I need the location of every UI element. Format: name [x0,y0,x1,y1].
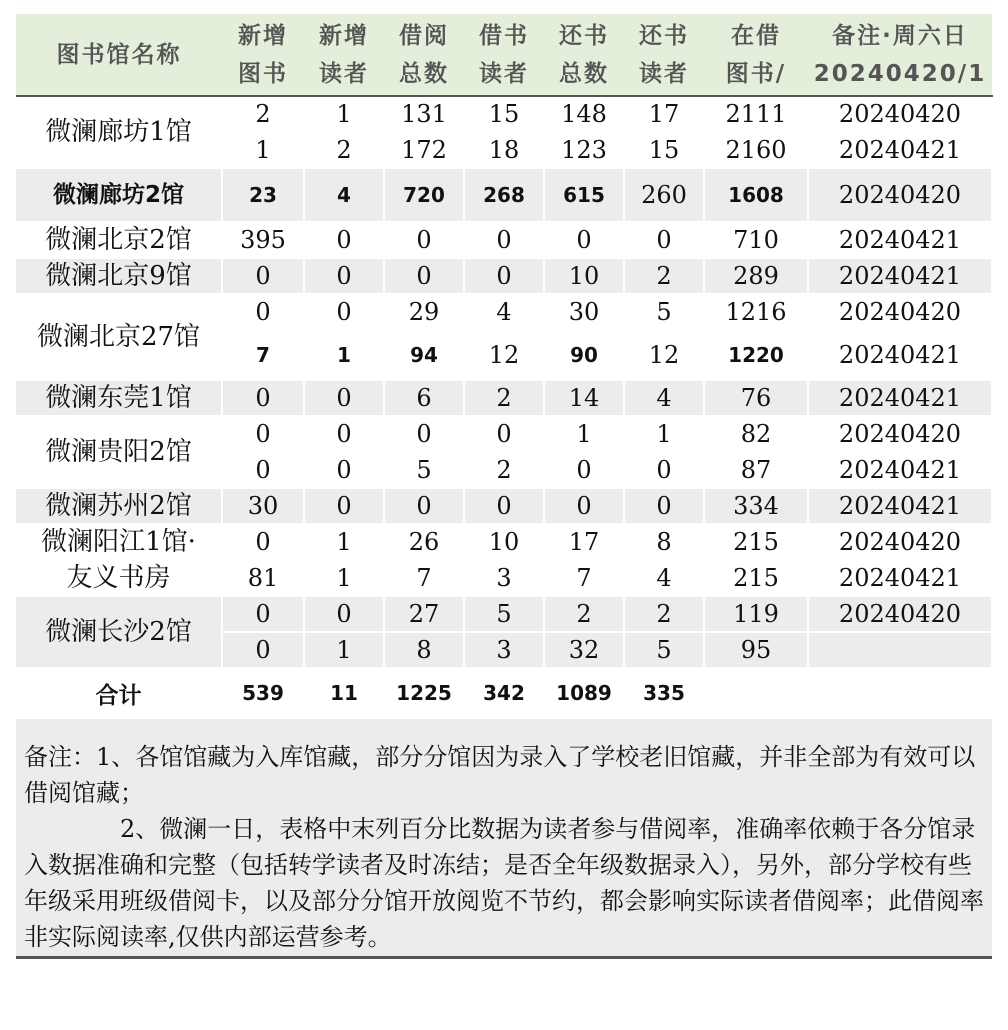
cell: 0 [384,258,464,294]
cell: 32 [544,632,624,668]
report-container [16,14,992,959]
table-row [16,380,992,416]
cell: 8 [624,524,704,560]
total-label: 合计 [16,668,222,718]
total-cell: 342 [464,668,544,718]
cell: 12 [624,330,704,380]
cell: 20240421 [808,380,992,416]
cell: 1220 [704,330,808,380]
cell: 30 [544,294,624,330]
cell: 82 [704,416,808,452]
cell: 131 [384,96,464,132]
cell: 1 [304,632,384,668]
cell: 20240420 [808,596,992,632]
cell: 4 [624,560,704,596]
cell: 4 [464,294,544,330]
cell: 2 [304,132,384,168]
cell: 0 [222,632,304,668]
notes-section [16,719,992,959]
header-total-returns: 还书 总数 [544,14,624,96]
table-row [16,524,992,560]
cell: 81 [222,560,304,596]
cell: 0 [544,452,624,488]
cell: 27 [384,596,464,632]
library-name-cell: 微澜北京9馆 [16,258,222,294]
cell: 0 [304,222,384,258]
library-name-cell: 微澜长沙2馆 [16,596,222,668]
total-cell: 539 [222,668,304,718]
cell: 0 [222,452,304,488]
cell: 4 [624,380,704,416]
cell: 172 [384,132,464,168]
total-cell: 1089 [544,668,624,718]
table-row [16,96,992,132]
cell: 5 [384,452,464,488]
cell: 0 [222,524,304,560]
cell: 30 [222,488,304,524]
library-name-cell: 微澜苏州2馆 [16,488,222,524]
cell: 123 [544,132,624,168]
cell: 87 [704,452,808,488]
cell: 0 [384,488,464,524]
library-name-cell: 微澜廊坊2馆 [16,168,222,222]
cell: 94 [384,330,464,380]
cell: 1608 [704,168,808,222]
cell: 5 [624,294,704,330]
cell: 1 [544,416,624,452]
cell: 0 [222,258,304,294]
cell: 76 [704,380,808,416]
cell: 12 [464,330,544,380]
table-row [16,488,992,524]
total-cell [808,668,992,718]
total-cell: 1225 [384,668,464,718]
library-name-cell: 微澜阳江1馆· [16,524,222,560]
cell: 0 [304,452,384,488]
cell: 0 [464,416,544,452]
cell: 0 [384,222,464,258]
library-name-cell: 友义书房 [16,560,222,596]
cell: 0 [544,488,624,524]
cell: 2 [624,258,704,294]
cell: 0 [464,258,544,294]
header-books-on-loan: 在借 图书/ [704,14,808,96]
library-name-cell: 微澜贵阳2馆 [16,416,222,488]
cell: 26 [384,524,464,560]
cell: 0 [624,222,704,258]
total-cell: 11 [304,668,384,718]
table-row [16,168,992,222]
cell: 334 [704,488,808,524]
library-stats-table [16,14,993,719]
cell: 2160 [704,132,808,168]
table-row [16,596,992,632]
cell: 15 [624,132,704,168]
total-row [16,668,992,718]
cell: 1216 [704,294,808,330]
cell: 20240421 [808,222,992,258]
cell: 4 [304,168,384,222]
cell: 17 [624,96,704,132]
cell: 720 [384,168,464,222]
cell: 3 [464,560,544,596]
note-line-2: 2、微澜一日，表格中末列百分比数据为读者参与借阅率，准确率依赖于各分馆录入数据准确和完整（包括转学读者及时冻结；是否全年级数据录入），另外，部分学校有些年级采用班级借阅卡，以及部分分馆开放阅览不节约，都会影响实际读者借阅率；此借阅率非实际阅读率,仅供内部运营参考。 [24,815,984,951]
cell: 7 [222,330,304,380]
table-row [16,294,992,330]
header-library-name: 图书馆名称 [16,14,222,96]
header-remarks-date: 备注·周六日 20240420/1 [808,14,992,96]
table-row [16,560,992,596]
cell: 6 [384,380,464,416]
cell: 0 [624,488,704,524]
cell: 15 [464,96,544,132]
cell: 20240421 [808,488,992,524]
cell: 10 [464,524,544,560]
cell: 20240420 [808,294,992,330]
cell: 0 [624,452,704,488]
cell: 395 [222,222,304,258]
total-cell: 335 [624,668,704,718]
cell: 20240421 [808,452,992,488]
cell: 2 [464,380,544,416]
cell: 0 [222,416,304,452]
cell: 148 [544,96,624,132]
cell: 18 [464,132,544,168]
cell: 20240421 [808,560,992,596]
header-row [16,14,992,96]
cell: 2 [222,96,304,132]
cell: 268 [464,168,544,222]
cell: 215 [704,524,808,560]
cell: 20240420 [808,524,992,560]
cell: 2 [544,596,624,632]
cell: 23 [222,168,304,222]
cell [808,632,992,668]
table-row [16,258,992,294]
cell: 1 [304,524,384,560]
cell: 0 [222,596,304,632]
cell: 0 [464,222,544,258]
header-new-readers: 新增 读者 [304,14,384,96]
header-new-books: 新增 图书 [222,14,304,96]
cell: 710 [704,222,808,258]
cell: 7 [544,560,624,596]
cell: 20240420 [808,416,992,452]
cell: 1 [624,416,704,452]
cell: 1 [304,560,384,596]
cell: 1 [304,330,384,380]
cell: 7 [384,560,464,596]
cell: 0 [384,416,464,452]
header-borrow-readers: 借书 读者 [464,14,544,96]
library-name-cell: 微澜北京2馆 [16,222,222,258]
cell: 2 [464,452,544,488]
cell: 3 [464,632,544,668]
cell: 10 [544,258,624,294]
cell: 289 [704,258,808,294]
cell: 0 [304,596,384,632]
cell: 260 [624,168,704,222]
cell: 5 [464,596,544,632]
cell: 615 [544,168,624,222]
cell: 0 [464,488,544,524]
cell: 0 [222,294,304,330]
table-row [16,416,992,452]
cell: 215 [704,560,808,596]
header-total-borrows: 借阅 总数 [384,14,464,96]
cell: 0 [304,258,384,294]
cell: 119 [704,596,808,632]
cell: 0 [544,222,624,258]
cell: 2111 [704,96,808,132]
cell: 8 [384,632,464,668]
note-line-1: 备注：1、各馆馆藏为入库馆藏，部分分馆因为录入了学校老旧馆藏，并非全部为有效可以借阅馆藏； [24,743,976,807]
cell: 29 [384,294,464,330]
cell: 0 [304,488,384,524]
cell: 5 [624,632,704,668]
cell: 20240421 [808,330,992,380]
header-return-readers: 还书 读者 [624,14,704,96]
cell: 17 [544,524,624,560]
cell: 0 [304,380,384,416]
cell: 2 [624,596,704,632]
cell: 20240421 [808,258,992,294]
library-name-cell: 微澜北京27馆 [16,294,222,380]
cell: 0 [222,380,304,416]
cell: 95 [704,632,808,668]
total-cell [704,668,808,718]
cell: 90 [544,330,624,380]
cell: 14 [544,380,624,416]
cell: 20240420 [808,96,992,132]
library-name-cell: 微澜东莞1馆 [16,380,222,416]
cell: 1 [222,132,304,168]
cell: 20240421 [808,132,992,168]
cell: 0 [304,416,384,452]
cell: 0 [304,294,384,330]
cell: 20240420 [808,168,992,222]
library-name-cell: 微澜廊坊1馆 [16,96,222,168]
cell: 1 [304,96,384,132]
table-row [16,222,992,258]
